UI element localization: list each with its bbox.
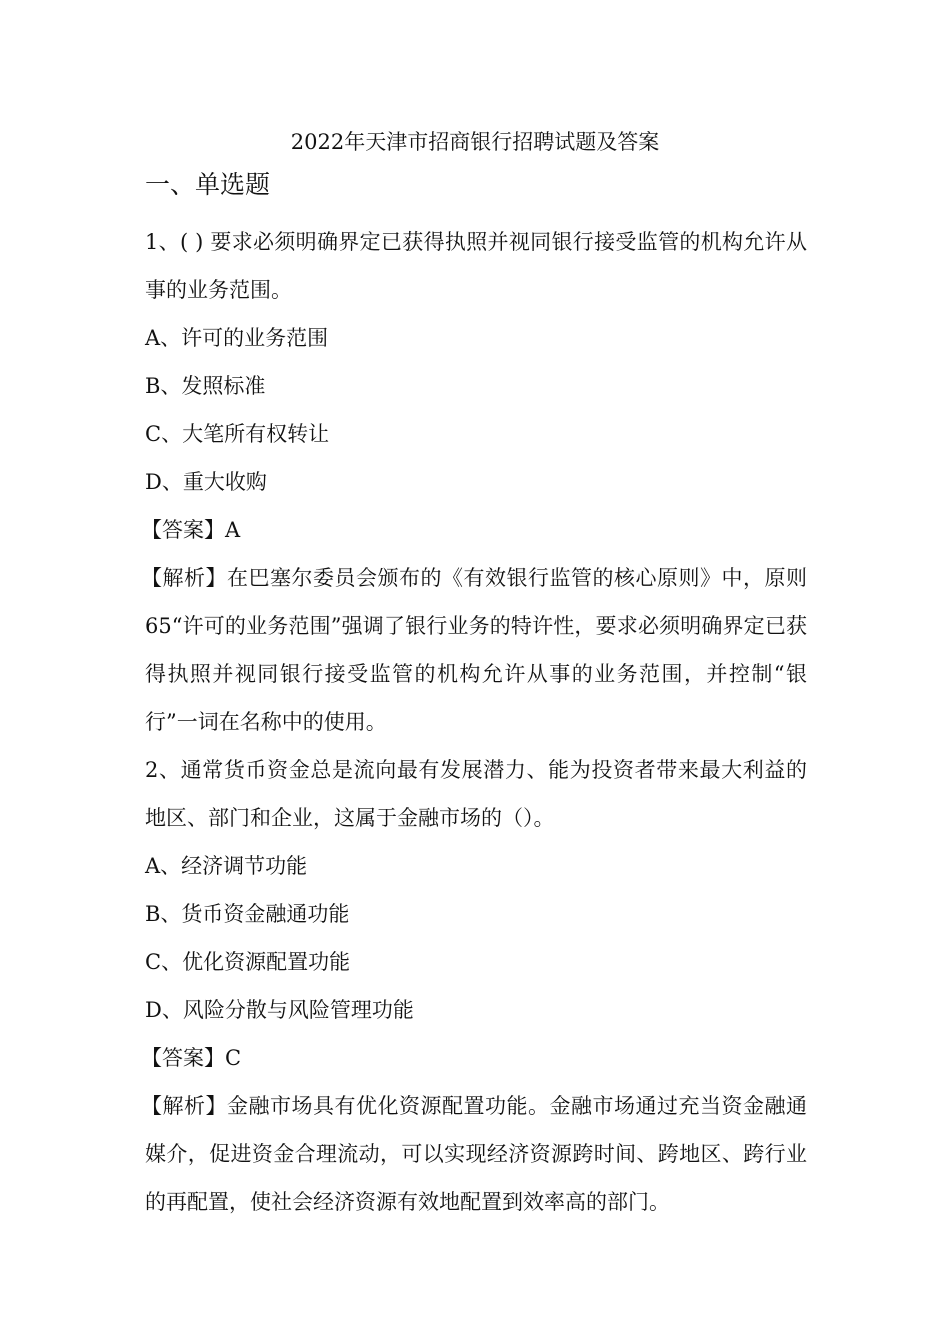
question-2-option-c: C、优化资源配置功能 [145, 950, 351, 974]
question-1-option-c: C、大笔所有权转让 [145, 422, 330, 446]
question-1-analysis: 【解析】在巴塞尔委员会颁布的《有效银行监管的核心原则》中，原则 65“许可的业务范围”强调了银行业务的特许性，要求必须明确界定已获得执照并视同银行接受监管的机构允许从事的业务范围，并控制“银行”一词在名称中的使用。 [141, 566, 807, 734]
question-1-option-b: B、发照标准 [145, 374, 266, 398]
document-title: 2022年天津市招商银行招聘试题及答案 [290, 130, 660, 154]
question-1-option-d: D、重大收购 [145, 470, 267, 494]
question-2-option-a: A、经济调节功能 [145, 854, 308, 878]
question-2-option-d: D、风险分散与风险管理功能 [145, 998, 414, 1022]
question-1-answer: 【答案】A [141, 518, 241, 542]
question-2-analysis: 【解析】金融市场具有优化资源配置功能。金融市场通过充当资金融通媒介，促进资金合理流动，可以实现经济资源跨时间、跨地区、跨行业的再配置，使社会经济资源有效地配置到效率高的部门。 [141, 1094, 807, 1214]
question-1-option-a: A、许可的业务范围 [145, 326, 329, 350]
question-2-answer: 【答案】C [141, 1046, 242, 1070]
question-2-stem: 2、通常货币资金总是流向最有发展潜力、能为投资者带来最大利益的地区、部门和企业，这属于金融市场的（）。 [145, 758, 807, 830]
document-body [141, 218, 807, 1226]
section-heading: 一、单选题 [145, 170, 271, 199]
question-2-option-b: B、货币资金融通功能 [145, 902, 350, 926]
question-1-stem: 1、( ) 要求必须明确界定已获得执照并视同银行接受监管的机构允许从事的业务范围。 [145, 230, 807, 302]
